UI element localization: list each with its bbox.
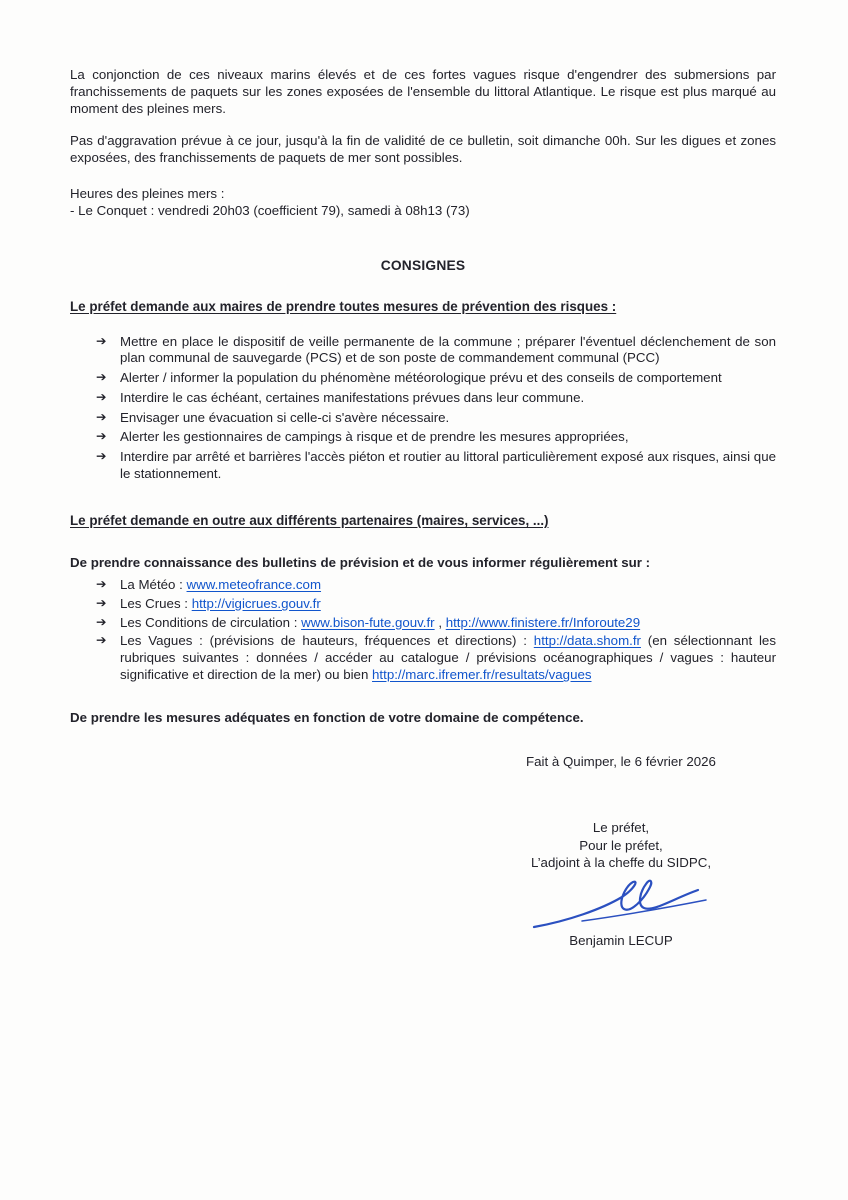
arrow-bullet-icon: ➔ <box>96 577 107 592</box>
source-label: Les Crues : <box>120 595 192 611</box>
handwritten-signature-image <box>466 875 776 933</box>
list-item <box>70 577 776 594</box>
instruction-text: Envisager une évacuation si celle-ci s'avère nécessaire. <box>120 409 450 425</box>
instruction-text: Interdire par arrêté et barrières l'accès piéton et routier au littoral particulièrement exposé aux risques, ainsi que le stationnement. <box>120 449 776 481</box>
maires-section-heading-text: Le préfet demande aux maires de prendre toutes mesures de prévention des risques : <box>70 298 617 314</box>
instruction-item <box>70 410 776 427</box>
list-item <box>70 633 776 683</box>
instruction-text: Mettre en place le dispositif de veille permanente de la commune ; préparer l'éventuel déclenchement de son plan communal de sauvegarde (PCS) et de son poste de commandement communal (PCC) <box>120 333 776 366</box>
arrow-bullet-icon: ➔ <box>96 595 107 610</box>
paragraph-no-aggravation: Pas d'aggravation prévue à ce jour, jusqu'à la fin de validité de ce bulletin, soit dimanche 00h. Sur les digues et zones exposées, des franchissements de paquets de mer sont possibles. <box>70 133 776 165</box>
signatory-title-line: L’adjoint à la cheffe du SIDPC, <box>530 854 712 870</box>
arrow-bullet-icon: ➔ <box>96 389 107 404</box>
list-item <box>70 596 776 613</box>
instruction-item <box>70 429 776 446</box>
source-separator: , <box>434 614 446 630</box>
source-label: Les Conditions de circulation : <box>120 614 302 630</box>
instruction-text: Alerter / informer la population du phénomène météorologique prévu et des conseils de comportement <box>120 370 722 386</box>
closing-instruction: De prendre les mesures adéquates en fonction de votre domaine de compétence. <box>70 709 584 725</box>
instruction-item <box>70 390 776 407</box>
paragraph-marine-risk: La conjonction de ces niveaux marins élevés et de ces fortes vagues risque d'engendrer des submersions par franchissements de paquets sur les zones exposées de l'ensemble du littoral Atlantique. Le risque est plus marqué au moment des pleines mers. <box>70 67 776 116</box>
source-detail: (en sélectionnant les rubriques suivantes : données / accéder au catalogue / prévisions océanographiques / vagues : hauteur significative et direction de la mer) ou bien <box>120 633 776 682</box>
meteofrance-link[interactable]: www.meteofrance.com <box>186 577 322 593</box>
signatory-name: Benjamin LECUP <box>569 933 673 949</box>
arrow-bullet-icon: ➔ <box>96 429 107 444</box>
source-label: Les Vagues : (prévisions de hauteurs, fréquences et directions) : <box>120 633 534 649</box>
consignes-title: CONSIGNES <box>380 258 466 274</box>
maires-instructions-list <box>70 334 776 483</box>
instruction-text: Alerter les gestionnaires de campings à risque et de prendre les mesures appropriées, <box>120 429 629 445</box>
data-shom-link[interactable]: http://data.shom.fr <box>533 633 641 649</box>
inforoute29-link[interactable]: http://www.finistere.fr/Inforoute29 <box>445 614 641 630</box>
partenaires-section-heading-text: Le préfet demande en outre aux différents partenaires (maires, services, ...) <box>70 512 549 528</box>
vigicrues-link[interactable]: http://vigicrues.gouv.fr <box>191 595 321 611</box>
arrow-bullet-icon: ➔ <box>96 449 107 464</box>
arrow-bullet-icon: ➔ <box>96 633 107 648</box>
arrow-bullet-icon: ➔ <box>96 333 107 348</box>
arrow-bullet-icon: ➔ <box>96 370 107 385</box>
instruction-item <box>70 449 776 483</box>
signatory-titles <box>466 819 776 871</box>
instruction-item <box>70 334 776 368</box>
signatory-title-line: Le préfet, <box>592 820 650 836</box>
bison-fute-link[interactable]: www.bison-fute.gouv.fr <box>301 614 435 630</box>
source-label: La Météo : <box>120 577 187 593</box>
signature-block <box>466 754 776 949</box>
list-item <box>70 615 776 632</box>
tides-line: - Le Conquet : vendredi 20h03 (coefficient 79), samedi à 08h13 (73) <box>70 203 470 219</box>
tides-heading: Heures des pleines mers : <box>70 185 225 201</box>
information-sources-list <box>70 577 776 684</box>
marc-ifremer-link[interactable]: http://marc.ifremer.fr/resultats/vagues <box>372 666 592 682</box>
date-place-line: Fait à Quimper, le 6 février 2026 <box>526 754 716 770</box>
instruction-text: Interdire le cas échéant, certaines manifestations prévues dans leur commune. <box>120 389 585 405</box>
maires-section-heading <box>70 299 776 316</box>
partenaires-section-heading <box>70 513 776 530</box>
partenaires-intro: De prendre connaissance des bulletins de prévision et de vous informer régulièrement sur : <box>70 555 651 571</box>
arrow-bullet-icon: ➔ <box>96 614 107 629</box>
tides-block <box>70 185 776 220</box>
arrow-bullet-icon: ➔ <box>96 409 107 424</box>
signatory-title-line: Pour le préfet, <box>579 837 663 853</box>
instruction-item <box>70 370 776 387</box>
